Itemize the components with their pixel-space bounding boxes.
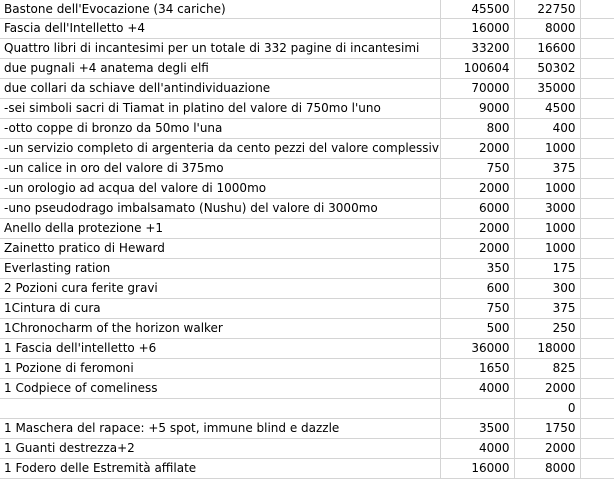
half-value-cell[interactable]: 35000 [514,79,580,99]
value-cell[interactable]: 36000 [440,339,514,359]
item-name-cell[interactable]: Anello della protezione +1 [0,219,440,239]
half-value-cell[interactable]: 0 [514,399,580,419]
value-cell[interactable]: 1650 [440,359,514,379]
half-value-cell[interactable]: 3000 [514,199,580,219]
table-row [0,99,614,119]
table-row [0,459,614,479]
value-cell[interactable]: 600 [440,279,514,299]
half-value-cell[interactable]: 8000 [514,19,580,39]
item-name-cell[interactable]: 2 Pozioni cura ferite gravi [0,279,440,299]
value-cell[interactable]: 33200 [440,39,514,59]
value-cell[interactable]: 6000 [440,199,514,219]
value-cell[interactable]: 2000 [440,179,514,199]
empty-cell[interactable] [580,239,614,259]
item-name-cell[interactable]: -un orologio ad acqua del valore di 1000mo [0,179,440,199]
item-name-cell[interactable]: Quattro libri di incantesimi per un totale di 332 pagine di incantesimi [0,39,440,59]
table-row [0,199,614,219]
empty-cell[interactable] [580,199,614,219]
table-row [0,219,614,239]
value-cell[interactable]: 70000 [440,79,514,99]
value-cell[interactable]: 2000 [440,139,514,159]
item-name-cell[interactable]: -otto coppe di bronzo da 50mo l'una [0,119,440,139]
table-row [0,439,614,459]
value-cell[interactable]: 750 [440,299,514,319]
half-value-cell[interactable]: 2000 [514,379,580,399]
half-value-cell[interactable]: 1750 [514,419,580,439]
half-value-cell[interactable]: 22750 [514,0,580,19]
empty-cell[interactable] [580,0,614,19]
table-row [0,399,614,419]
item-name-cell[interactable]: due collari da schiave dell'antindividuazione [0,79,440,99]
table-row [0,179,614,199]
empty-cell[interactable] [580,219,614,239]
half-value-cell[interactable]: 1000 [514,179,580,199]
empty-cell[interactable] [580,339,614,359]
table-row [0,119,614,139]
value-cell[interactable]: 16000 [440,19,514,39]
value-cell[interactable] [440,399,514,419]
value-cell[interactable]: 750 [440,159,514,179]
empty-cell[interactable] [580,159,614,179]
table-row [0,79,614,99]
item-name-cell[interactable]: 1 Fascia dell'intelletto +6 [0,339,440,359]
table-row [0,319,614,339]
value-cell[interactable]: 16000 [440,459,514,479]
half-value-cell[interactable]: 1000 [514,139,580,159]
empty-cell[interactable] [580,439,614,459]
item-name-cell[interactable]: 1 Fodero delle Estremità affilate [0,459,440,479]
table-row [0,299,614,319]
table-row [0,19,614,39]
item-name-cell[interactable] [0,399,440,419]
half-value-cell[interactable]: 825 [514,359,580,379]
half-value-cell[interactable]: 2000 [514,439,580,459]
half-value-cell[interactable]: 1000 [514,239,580,259]
table-row [0,359,614,379]
table-row [0,159,614,179]
value-cell[interactable]: 3500 [440,419,514,439]
half-value-cell[interactable]: 300 [514,279,580,299]
table-row [0,339,614,359]
table-row [0,139,614,159]
table-row [0,379,614,399]
half-value-cell[interactable]: 1000 [514,219,580,239]
empty-cell[interactable] [580,259,614,279]
half-value-cell[interactable]: 175 [514,259,580,279]
value-cell[interactable]: 800 [440,119,514,139]
table-row [0,259,614,279]
value-cell[interactable]: 2000 [440,219,514,239]
item-name-cell[interactable]: -un servizio completo di argenteria da cento pezzi del valore complessiv [0,139,440,159]
item-name-cell[interactable]: -sei simboli sacri di Tiamat in platino del valore di 750mo l'uno [0,99,440,119]
item-name-cell[interactable]: Zainetto pratico di Heward [0,239,440,259]
item-name-cell[interactable]: 1 Codpiece of comeliness [0,379,440,399]
item-name-cell[interactable]: 1 Maschera del rapace: +5 spot, immune blind e dazzle [0,419,440,439]
empty-cell[interactable] [580,399,614,419]
half-value-cell[interactable]: 16600 [514,39,580,59]
half-value-cell[interactable]: 50302 [514,59,580,79]
value-cell[interactable]: 500 [440,319,514,339]
empty-cell[interactable] [580,279,614,299]
empty-cell[interactable] [580,379,614,399]
table-row [0,59,614,79]
value-cell[interactable]: 9000 [440,99,514,119]
empty-cell[interactable] [580,39,614,59]
item-name-cell[interactable]: Bastone dell'Evocazione (34 cariche) [0,0,440,19]
empty-cell[interactable] [580,139,614,159]
empty-cell[interactable] [580,79,614,99]
empty-cell[interactable] [580,59,614,79]
half-value-cell[interactable]: 8000 [514,459,580,479]
value-cell[interactable]: 4000 [440,379,514,399]
empty-cell[interactable] [580,99,614,119]
table-row [0,419,614,439]
item-name-cell[interactable]: Fascia dell'Intelletto +4 [0,19,440,39]
value-cell[interactable]: 100604 [440,59,514,79]
item-name-cell[interactable]: 1Chronocharm of the horizon walker [0,319,440,339]
item-name-cell[interactable]: 1 Guanti destrezza+2 [0,439,440,459]
value-cell[interactable]: 350 [440,259,514,279]
half-value-cell[interactable]: 375 [514,159,580,179]
half-value-cell[interactable]: 4500 [514,99,580,119]
empty-cell[interactable] [580,299,614,319]
item-name-cell[interactable]: 1 Pozione di feromoni [0,359,440,379]
value-cell[interactable]: 45500 [440,0,514,19]
item-name-cell[interactable]: due pugnali +4 anatema degli elfi [0,59,440,79]
empty-cell[interactable] [580,419,614,439]
table-row [0,239,614,259]
value-cell[interactable]: 2000 [440,239,514,259]
empty-cell[interactable] [580,459,614,479]
half-value-cell[interactable]: 18000 [514,339,580,359]
item-name-cell[interactable]: -uno pseudodrago imbalsamato (Nushu) del valore di 3000mo [0,199,440,219]
item-name-cell[interactable]: 1Cintura di cura [0,299,440,319]
empty-cell[interactable] [580,119,614,139]
empty-cell[interactable] [580,319,614,339]
table-row [0,0,614,19]
half-value-cell[interactable]: 375 [514,299,580,319]
table-row [0,279,614,299]
table-row [0,39,614,59]
item-name-cell[interactable]: Everlasting ration [0,259,440,279]
value-cell[interactable]: 4000 [440,439,514,459]
half-value-cell[interactable]: 250 [514,319,580,339]
half-value-cell[interactable]: 400 [514,119,580,139]
empty-cell[interactable] [580,19,614,39]
item-name-cell[interactable]: -un calice in oro del valore di 375mo [0,159,440,179]
empty-cell[interactable] [580,179,614,199]
empty-cell[interactable] [580,359,614,379]
